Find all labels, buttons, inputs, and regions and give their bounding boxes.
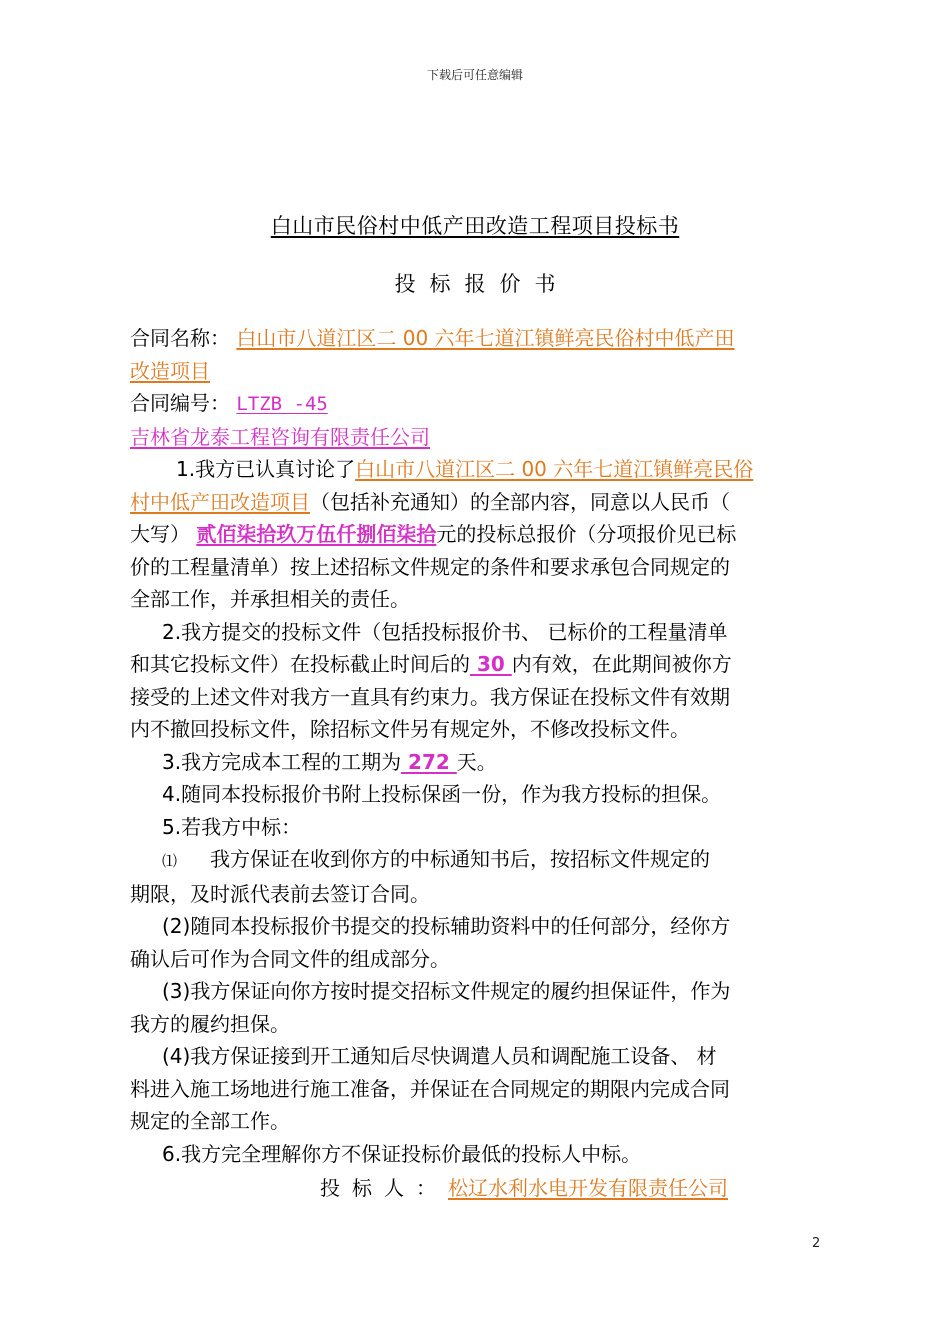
contract-name-line-2: [130, 355, 832, 388]
item-4-line-2: 料进入施工场地进行施工准备，并保证在合同规定的期限内完成合同: [130, 1076, 730, 1101]
paragraph-6: 6.我方完全理解你方不保证投标价最低的投标人中标。: [162, 1141, 642, 1166]
p3-text: 天。: [456, 749, 497, 774]
recipient-line: [130, 421, 832, 454]
p3-text: 3.我方完成本工程的工期为: [162, 749, 402, 774]
item-3-line-2: 我方的履约担保。: [130, 1011, 290, 1036]
paragraph-3: [130, 746, 832, 779]
paragraph-2-line-1: 2.我方提交的投标文件（包括投标报价书、 已标价的工程量清单: [162, 619, 728, 644]
signer-label: 投标人：: [320, 1176, 448, 1200]
item-2-line-2: 确认后可作为合同文件的组成部分。: [130, 946, 450, 971]
contract-name-value-cont: 改造项目: [130, 358, 210, 383]
contract-no-value: LTZB -45: [236, 393, 328, 415]
document-body: [130, 322, 832, 1205]
item-1-line-1: [130, 843, 832, 878]
item-1-number: ⑴: [162, 852, 178, 870]
p1-text: （包括补充通知）的全部内容，同意以人民币（: [310, 489, 730, 514]
paragraph-2-line-3: 接受的上述文件对我方一直具有约束力。我方保证在投标文件有效期: [130, 684, 730, 709]
paragraph-1-line-4: 价的工程量清单）按上述招标文件规定的条件和要求承包合同规定的: [130, 554, 730, 579]
paragraph-5: 5.若我方中标：: [162, 814, 302, 839]
paragraph-1-line-1: [130, 453, 832, 486]
signer-line: [130, 1172, 832, 1205]
item-3-line-1: (3)我方保证向你方按时提交招标文件规定的履约担保证件，作为: [162, 979, 731, 1003]
signer-name: 松辽水利水电开发有限责任公司: [448, 1176, 728, 1200]
bid-amount: 贰佰柒拾玖万伍仟捌佰柒拾: [196, 522, 437, 546]
paragraph-1-line-2: [130, 486, 832, 519]
paragraph-4: 4.随同本投标报价书附上投标保函一份，作为我方投标的担保。: [162, 782, 722, 806]
contract-name-value: 白山市八道江区二 00 六年七道江镇鲜亮民俗村中低产田: [236, 326, 735, 350]
contract-name-line: [130, 322, 832, 355]
p1-text: 元的投标总报价（分项报价见已标: [436, 522, 737, 546]
paragraph-1-line-5: 全部工作，并承担相关的责任。: [130, 587, 410, 611]
document-title: 白山市民俗村中低产田改造工程项目投标书: [270, 214, 680, 238]
item-4-line-3: 规定的全部工作。: [130, 1109, 290, 1133]
header-note: 下载后可任意编辑: [426, 68, 523, 82]
item-1-line-2: 期限，及时派代表前去签订合同。: [130, 881, 430, 906]
p1-text: 1.我方已认真讨论了: [176, 457, 356, 481]
item-2-line-1: (2)随同本投标报价书提交的投标辅助资料中的任何部分，经你方: [162, 914, 731, 938]
recipient-name: 吉林省龙泰工程咨询有限责任公司: [130, 424, 430, 449]
item-1-text: 我方保证在收到你方的中标通知书后，按招标文件规定的: [210, 847, 710, 871]
page-number: 2: [812, 1236, 821, 1251]
p1-text: 大写）: [130, 522, 190, 546]
p1-project-name-cont: 村中低产田改造项目: [130, 489, 310, 514]
contract-no-line: [130, 387, 832, 421]
paragraph-1-line-3: [130, 518, 832, 551]
document-subtitle: 投标报价书: [394, 272, 570, 296]
validity-days: 30: [470, 652, 512, 676]
construction-days: 272: [401, 749, 457, 774]
p2-text: 内有效，在此期间被你方: [511, 652, 732, 676]
paragraph-2-line-4: 内不撤回投标文件，除招标文件另有规定外，不修改投标文件。: [130, 717, 690, 741]
p2-text: 和其它投标文件）在投标截止时间后的: [130, 652, 470, 676]
item-4-line-1: (4)我方保证接到开工通知后尽快调遣人员和调配施工设备、 材: [162, 1044, 717, 1068]
p1-project-name: 白山市八道江区二 00 六年七道江镇鲜亮民俗: [355, 457, 754, 481]
contract-name-label: 合同名称：: [130, 326, 230, 350]
contract-no-label: 合同编号：: [130, 391, 230, 415]
paragraph-2-line-2: [130, 648, 832, 681]
